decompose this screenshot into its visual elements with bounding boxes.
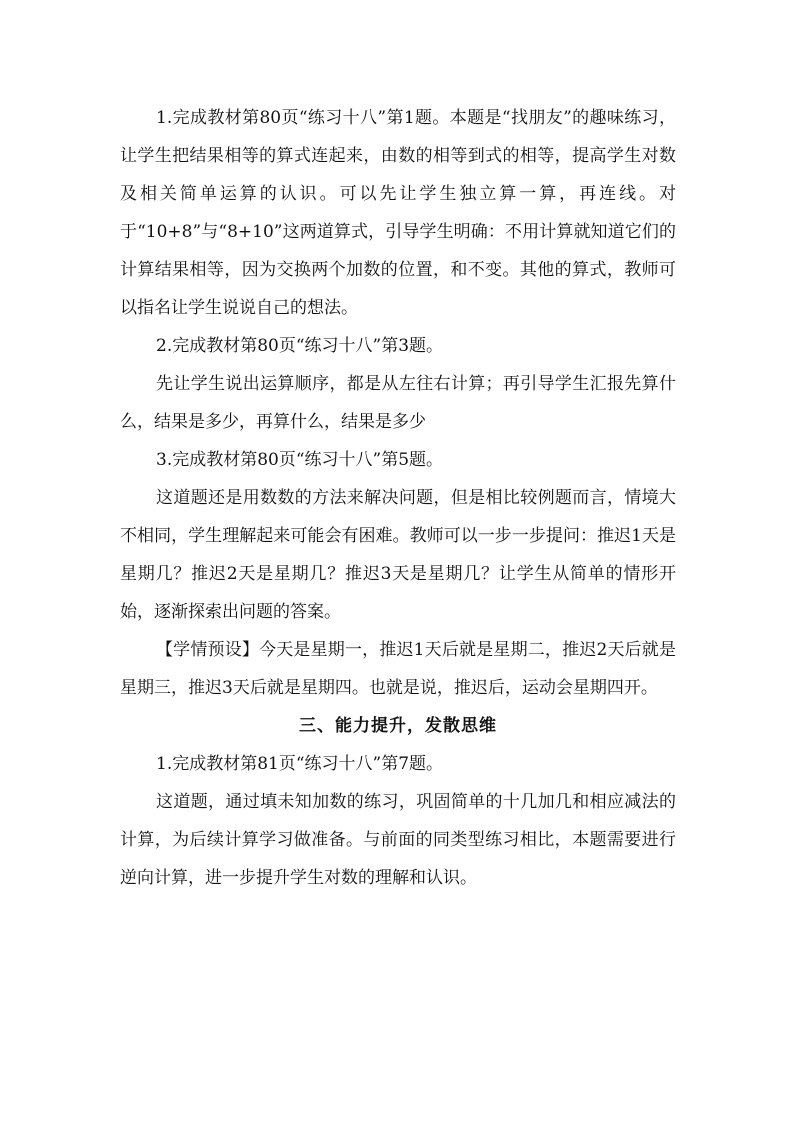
paragraph-exercise-7-title: 1.完成教材第81页“练习十八”第7题。 [156,754,444,774]
paragraph-exercise-3-body: 先让学生说出运算顺序，都是从左往右计算；再引导学生汇报先算什么，结果是多少，再算什么，结果是多少 [120,374,676,432]
paragraph-exercise-3-title: 2.完成教材第80页“练习十八”第3题。 [156,336,444,356]
paragraph-exercise-1: 1.完成教材第80页“练习十八”第1题。本题是“找朋友”的趣味练习，让学生把结果相等的算式连起来，由数的相等到式的相等，提高学生对数及相关简单运算的认识。可以先让学生独立算一算，再连线。对于“10+8”与“8+10”这两道算式，引导学生明确：不用计算就知道它们的计算结果相等，因为交换两个加数的位置，和不变。其他的算式，教师可以指名让学生说说自己的想法。 [120,108,676,318]
section-heading: 三、能力提升，发散思维 [299,716,497,736]
paragraph-exercise-5-title: 3.完成教材第80页“练习十八”第5题。 [156,450,444,470]
document-body [120,99,676,897]
paragraph-exercise-5-body: 这道题还是用数数的方法来解决问题，但是相比较例题而言，情境大不相同，学生理解起来可能会有困难。教师可以一步一步提问：推迟1天是星期几？推迟2天是星期几？推迟3天是星期几？让学生从简单的情形开始，逐渐探索出问题的答案。 [120,488,676,622]
paragraph-learning-preview: 【学情预设】今天是星期一，推迟1天后就是星期二，推迟2天后就是星期三，推迟3天后就是星期四。也就是说，推迟后，运动会星期四开。 [120,640,676,698]
paragraph-exercise-7-body: 这道题，通过填未知加数的练习，巩固简单的十几加几和相应减法的计算，为后续计算学习做准备。与前面的同类型练习相比，本题需要进行逆向计算，进一步提升学生对数的理解和认识。 [120,792,676,888]
